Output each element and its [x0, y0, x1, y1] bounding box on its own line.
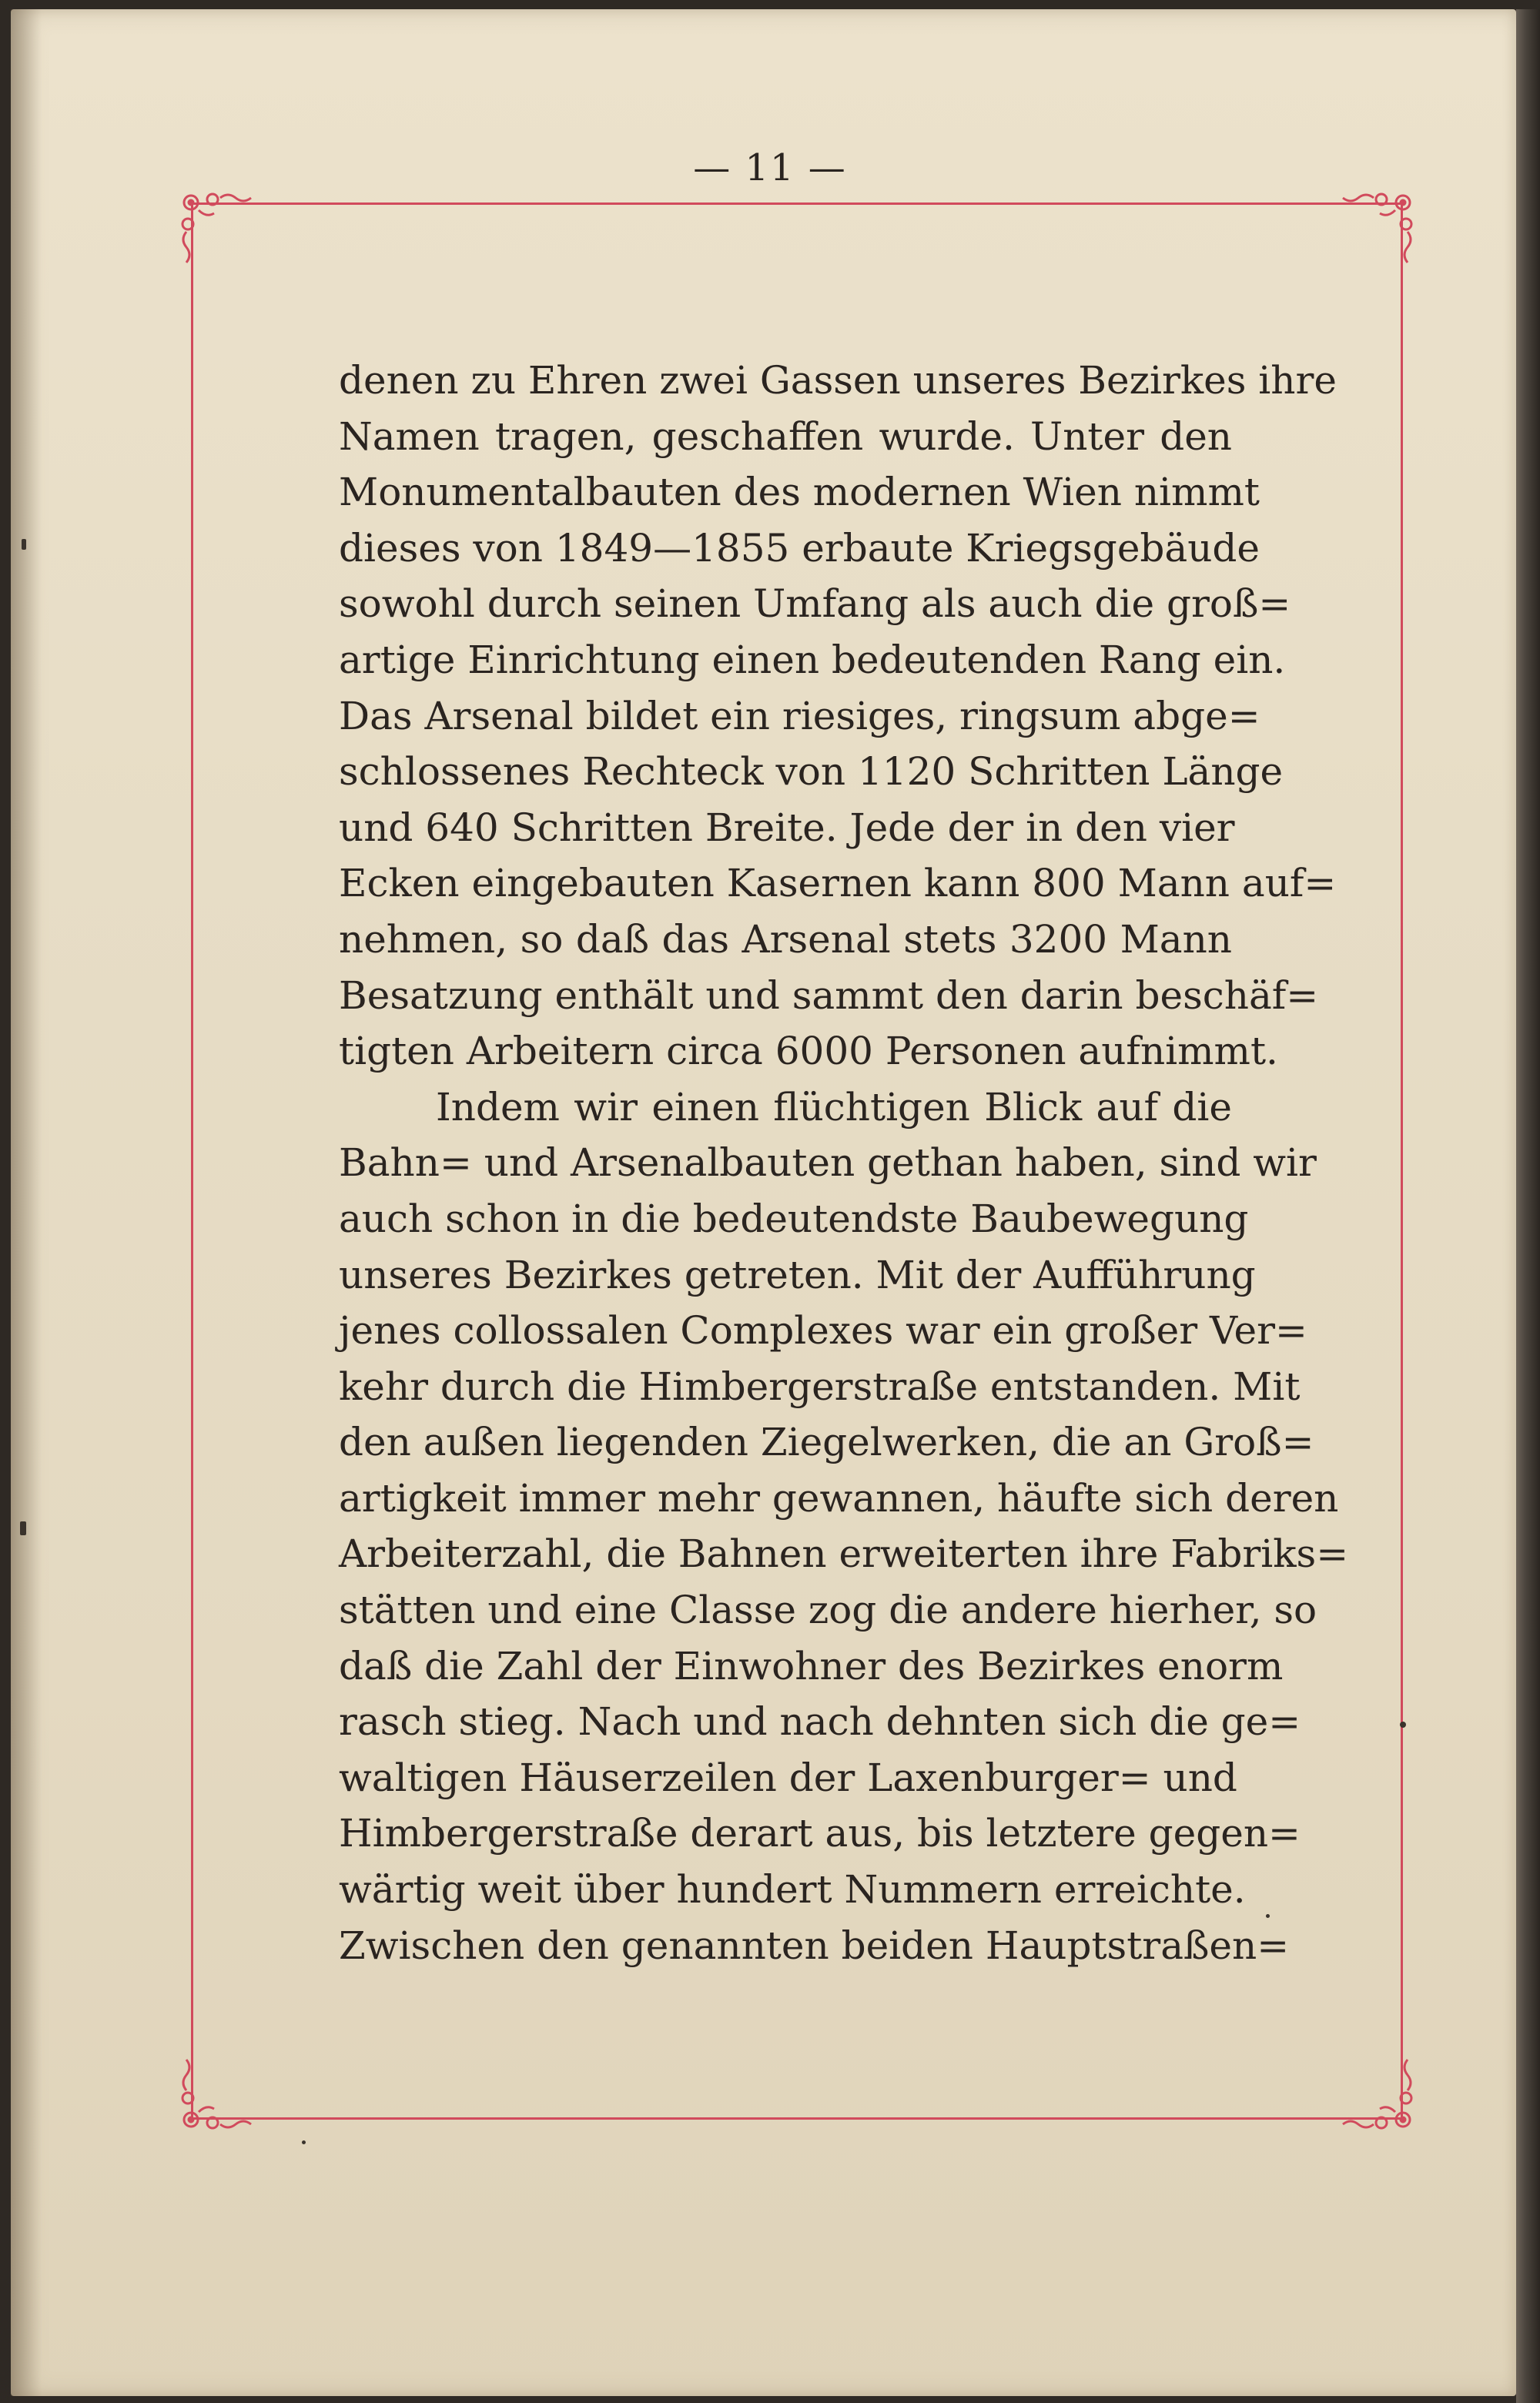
corner-ornament-bottom-right-icon — [1334, 2050, 1418, 2135]
text-line: Himbergerstraße derart aus, bis letztere gegen= — [339, 1811, 1301, 1856]
corner-ornament-top-left-icon — [176, 187, 260, 272]
page-body-text — [339, 353, 1349, 1973]
text-line: waltigen Häuserzeilen der Laxenburger= und — [339, 1755, 1237, 1800]
text-line: jenes collossalen Complexes war ein großer Ver= — [339, 1308, 1307, 1354]
text-line: artige Einrichtung einen bedeutenden Rang ein. — [339, 637, 1286, 682]
text-line: den außen liegenden Ziegelwerken, die an Groß= — [339, 1420, 1314, 1465]
text-line: unseres Bezirkes getreten. Mit der Aufführung — [339, 1252, 1256, 1297]
text-line: daß die Zahl der Einwohner des Bezirkes enorm — [339, 1643, 1284, 1688]
paper-speck — [1400, 1722, 1406, 1728]
paper-speck — [20, 1521, 26, 1535]
text-line: schlossenes Rechteck von 1120 Schritten Länge — [339, 749, 1284, 795]
text-line: Arbeiterzahl, die Bahnen erweiterten ihre Fabriks= — [339, 1531, 1349, 1577]
text-line: kehr durch die Himbergerstraße entstanden. Mit — [339, 1364, 1301, 1409]
text-line: dieses von 1849—1855 erbaute Kriegsgebäude — [339, 525, 1260, 571]
text-line: Bahn= und Arsenalbauten gethan haben, sind wir — [339, 1140, 1317, 1186]
text-line: rasch stieg. Nach und nach dehnten sich die ge= — [339, 1699, 1301, 1745]
text-line: stätten und eine Classe zog die andere hierher, so — [339, 1588, 1317, 1633]
text-line: und 640 Schritten Breite. Jede der in den vier — [339, 805, 1235, 850]
text-line: Zwischen den genannten beiden Hauptstraßen= — [339, 1923, 1290, 1968]
text-line: Besatzung enthält und sammt den darin beschäf= — [339, 972, 1319, 1018]
text-line: auch schon in die bedeutendste Baubewegung — [339, 1196, 1249, 1241]
corner-ornament-bottom-left-icon — [176, 2050, 260, 2135]
text-line: tigten Arbeitern circa 6000 Personen aufnimmt. — [339, 1029, 1278, 1074]
text-line: Monumentalbauten des modernen Wien nimmt — [339, 470, 1260, 515]
text-line: sowohl durch seinen Umfang als auch die groß= — [339, 581, 1291, 627]
page-gutter-shadow — [11, 9, 42, 2396]
page-number: — 11 — — [693, 146, 847, 189]
book-edge — [1516, 9, 1540, 2403]
corner-ornament-top-right-icon — [1334, 187, 1418, 272]
text-line: Das Arsenal bildet ein riesiges, ringsum abge= — [339, 693, 1260, 738]
text-line-paragraph-start: Indem wir einen flüchtigen Blick auf die — [436, 1084, 1232, 1130]
text-line: artigkeit immer mehr gewannen, häufte sich deren — [339, 1475, 1339, 1521]
text-line: nehmen, so daß das Arsenal stets 3200 Mann — [339, 916, 1232, 962]
paper-speck — [1266, 1914, 1270, 1918]
text-line: Ecken eingebauten Kasernen kann 800 Mann auf= — [339, 861, 1337, 906]
paper-speck — [22, 539, 26, 550]
text-line: wärtig weit über hundert Nummern erreichte. — [339, 1867, 1246, 1913]
paper-speck — [302, 2140, 306, 2144]
text-line: Namen tragen, geschaffen wurde. Unter den — [339, 413, 1232, 459]
text-line: denen zu Ehren zwei Gassen unseres Bezirkes ihre — [339, 358, 1337, 403]
